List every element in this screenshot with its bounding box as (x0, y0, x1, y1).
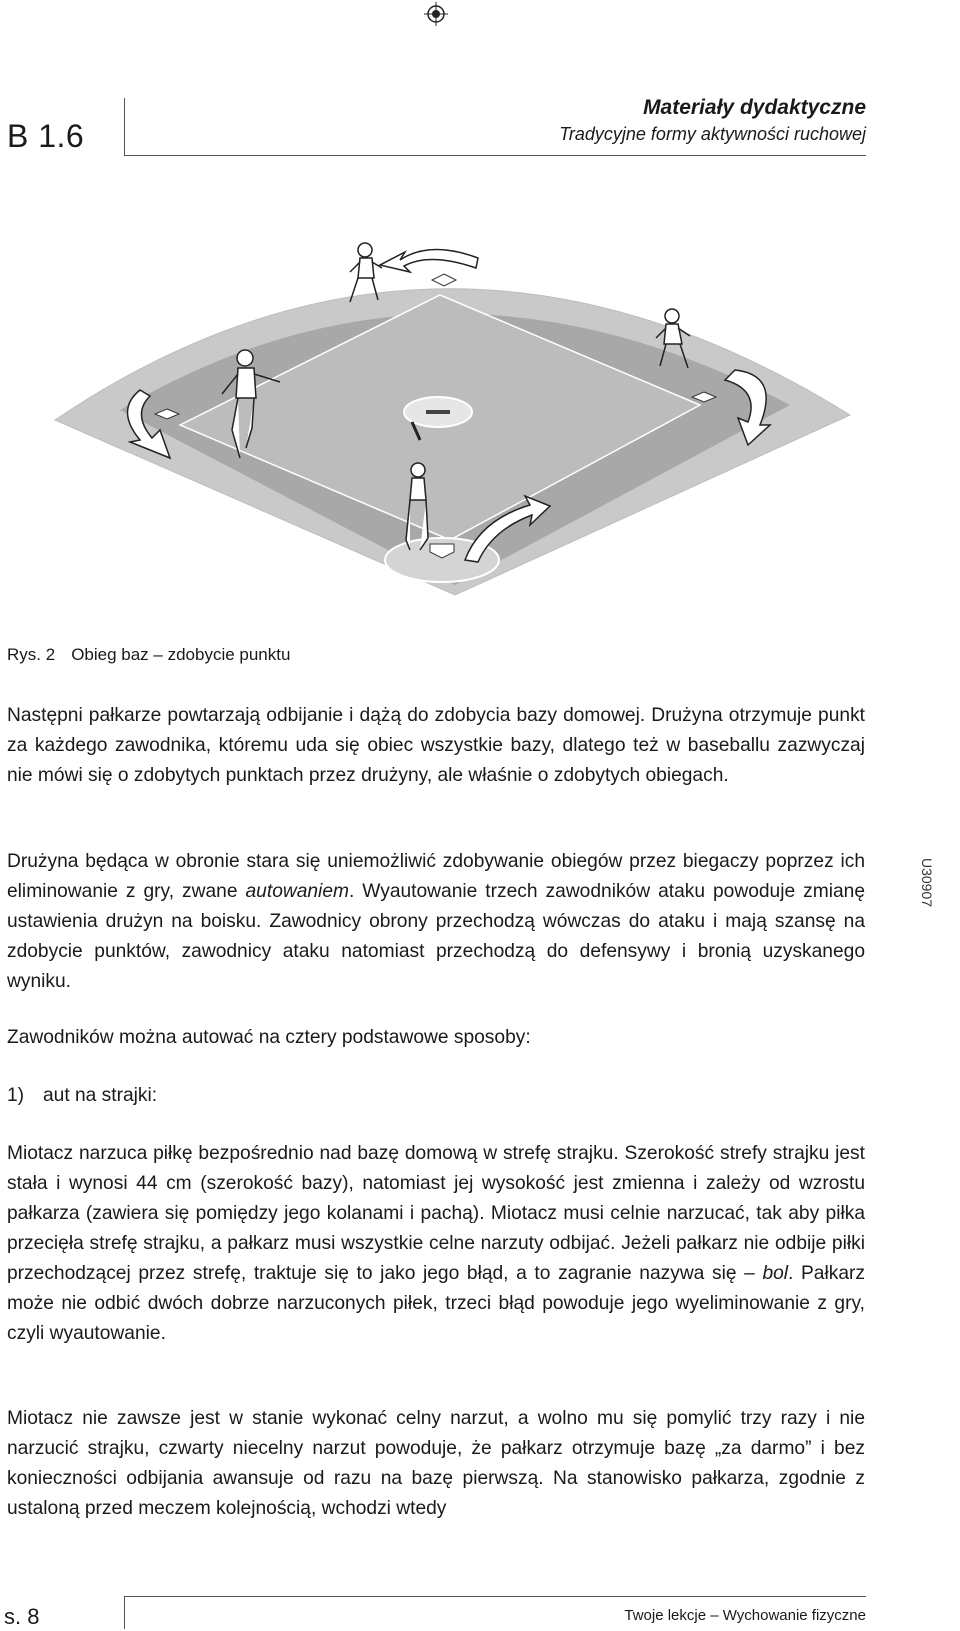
section-code: B 1.6 (7, 118, 85, 154)
list-item-1 (7, 1081, 865, 1111)
document-code: U30907 (919, 858, 935, 908)
header-divider-vertical (124, 98, 125, 156)
baseball-field-illustration (0, 200, 960, 620)
paragraph-4 (7, 1139, 865, 1349)
list-number: 1) (7, 1085, 25, 1106)
paragraph-5: Miotacz nie zawsze jest w stanie wykonać celny narzut, a wolno mu się pomylić trzy razy i nie narzucić strajku, czwarty niecelny narzut powoduje, że pałkarz otrzymuje bazę „za darmo” i bez konieczności odbijania awansuje od razu na bazę pierwszą. Na stanowisko pałkarza, zgodnie z ustaloną przed meczem kolejnością, wchodzi wtedy (7, 1408, 865, 1519)
term-bol: bol (762, 1263, 789, 1284)
page-number: s. 8 (4, 1604, 40, 1629)
header-subtitle: Tradycyjne formy aktywności ruchowej (559, 124, 866, 144)
term-autowanie: autowaniem (245, 881, 349, 902)
footer-divider-vertical (124, 1596, 125, 1629)
caption-text: Obieg baz – zdobycie punktu (71, 645, 291, 664)
header-divider-horizontal (124, 155, 866, 156)
caption-number: Rys. 2 (7, 645, 56, 664)
header-title: Materiały dydaktyczne (643, 96, 866, 119)
paragraph-2 (7, 847, 865, 997)
registration-mark-icon (424, 2, 448, 26)
figure-caption (7, 645, 290, 665)
second-base (432, 274, 456, 286)
paragraph-2-text-a: Drużyna będąca w obronie stara się uniemożliwić zdobywanie obiegów przez biegaczy poprzez ich eliminowanie z gry, zwane (7, 851, 865, 902)
footer-title: Twoje lekcje – Wychowanie fizyczne (624, 1607, 866, 1624)
pitchers-rubber (426, 410, 450, 414)
paragraph-1: Następni pałkarze powtarzają odbijanie i dążą do zdobycia bazy domowej. Drużyna otrzymuje punkt za każdego zawodnika, któremu uda się obiec wszystkie bazy, dlatego też w baseballu zazwyczaj nie mówi się o zdobytych punktach przez drużyny, ale właśnie o zdobytych obiegach. (7, 705, 865, 786)
paragraph-4-text-a: Miotacz narzuca piłkę bezpośrednio nad bazę domową w strefę strajku. Szerokość strefy strajku jest stała i wynosi 44 cm (szerokość bazy), natomiast jej wysokość jest zmienna i zależy od wzrostu pałkarza (zawiera się pomiędzy jego kolanami i pachą). Miotacz musi celnie narzucać, tak aby piłka przecięła strefę strajku, a pałkarz musi wszystkie celne narzuty odbijać. Jeżeli pałkarz nie odbije piłki przechodzącej przez strefę, traktuje się to jako jego błąd, a to zagranie nazywa się – (7, 1143, 865, 1284)
arrow-second-to-third (380, 249, 478, 272)
list-item-text: aut na strajki: (43, 1085, 158, 1106)
footer-divider-horizontal (124, 1596, 866, 1597)
paragraph-3: Zawodników można autować na cztery podstawowe sposoby: (7, 1027, 531, 1048)
paragraph-2-text-b: . Wyautowanie trzech zawodników ataku powoduje zmianę ustawienia drużyn na boisku. Zawodnicy obrony przechodzą wówczas do ataku i mają szansę na zdobycie punktów, zawodnicy ataku natomiast przechodzą do defensywy i bronią uzyskanego wyniku. (7, 881, 865, 992)
paragraph-4-text-b: . Pałkarz może nie odbić dwóch dobrze narzuconych piłek, trzeci błąd powoduje jego wyeliminowanie z gry, czyli wyautowanie. (7, 1263, 865, 1344)
